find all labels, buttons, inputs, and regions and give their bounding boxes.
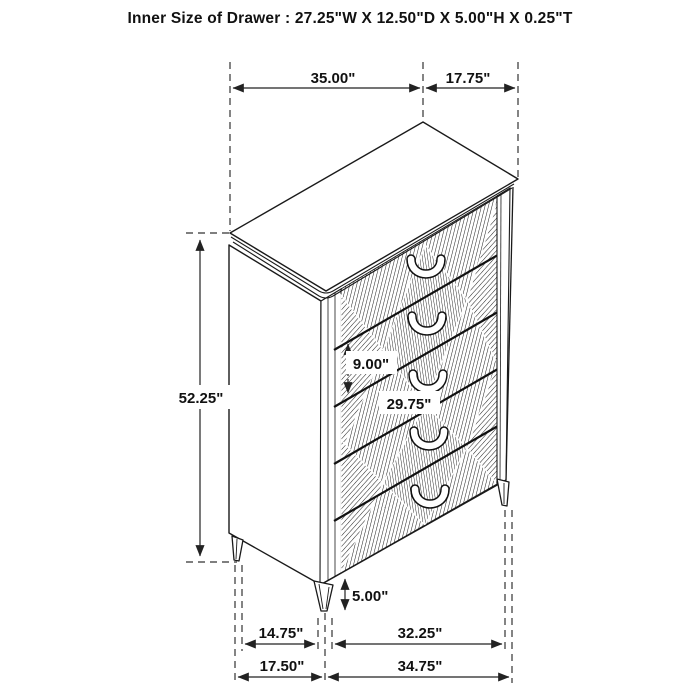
label-top-width: 35.00" [310,70,356,87]
leg-left-rear [232,536,243,561]
drawers-total-dimension [379,391,440,414]
label-base-width: 34.75" [397,658,443,675]
leg-right [497,479,509,506]
label-feet-inner-depth: 14.75" [258,625,304,642]
label-overall-height: 52.25" [178,390,224,407]
label-drawer-height: 9.00" [352,356,390,373]
label-leg-height: 5.00" [352,588,389,605]
label-base-depth: 17.50" [259,658,305,675]
front-right-corner [497,188,510,484]
front-left-corner [320,289,341,585]
leg-height-dimension [345,579,388,610]
leg-front [314,581,333,611]
label-drawers-total: 29.75" [386,396,432,413]
diagram-title: Inner Size of Drawer : 27.25"W X 12.50"D X 5.00"H X 0.25"T [127,10,573,27]
side-panel [229,245,321,585]
feet-inner-dimensions [245,625,502,644]
label-feet-inner-width: 32.25" [397,625,443,642]
label-top-depth: 17.75" [445,70,491,87]
height-dimension [170,233,237,562]
base-dimensions [238,658,509,677]
